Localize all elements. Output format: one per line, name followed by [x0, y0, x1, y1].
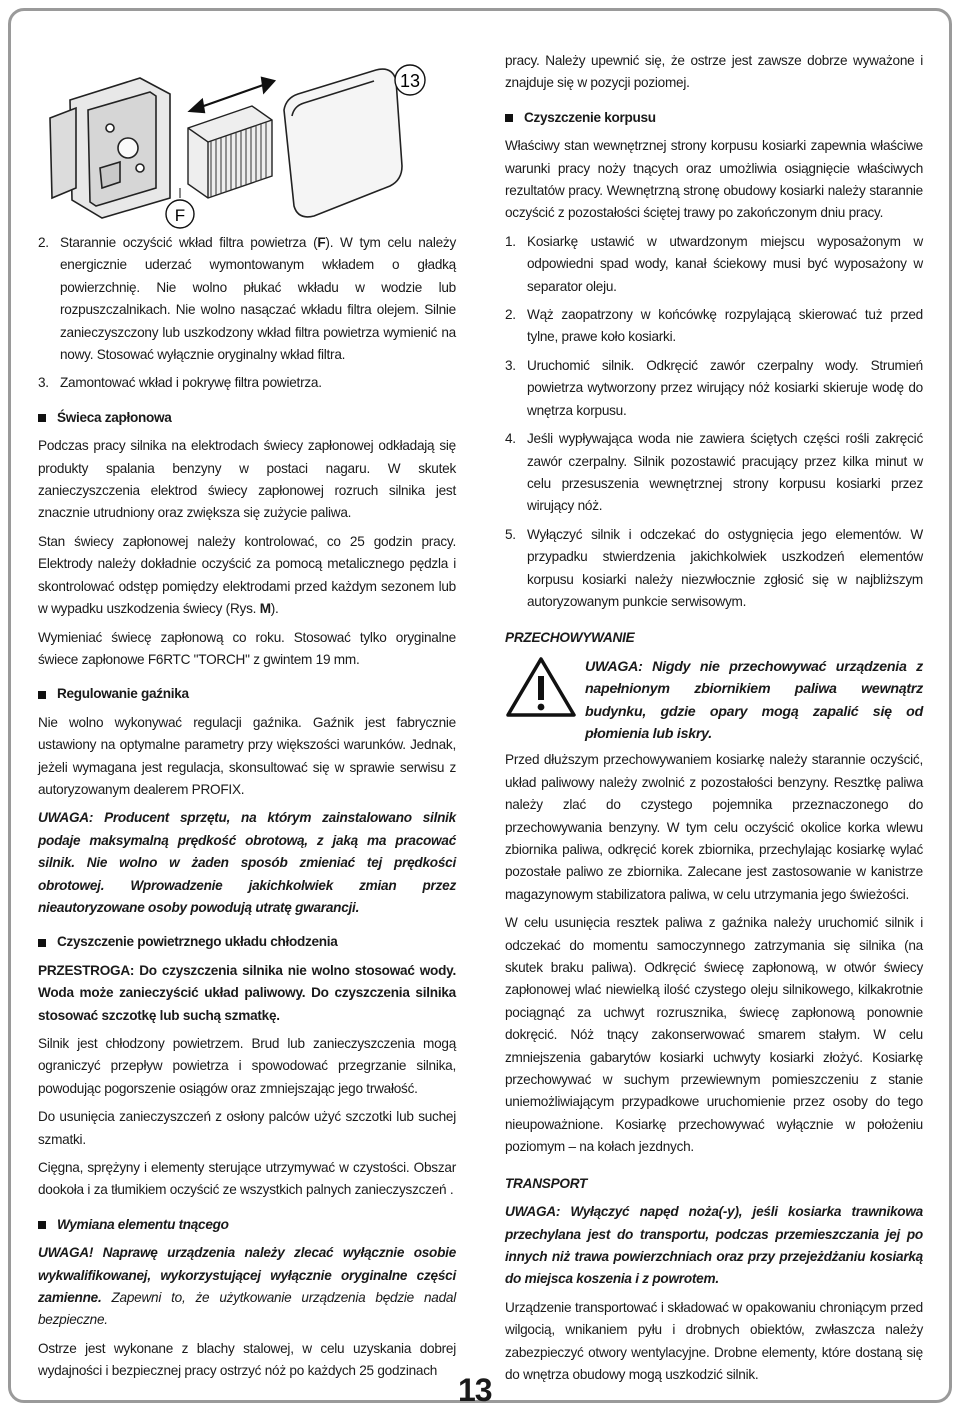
- storage-paragraph-2: W celu usunięcia resztek paliwa z gaźnika należy uruchomić silnik i odczekać do momentu samoczynnego zatrzymania się silnika (na skutek braku paliwa). Odkręcić świecę zapłonową, w otwór świecy zapłonowej wlać niewielką ilość czystego oleju silnikowego, kilkakrotnie pociągnąć za uchwyt rozrusznika, świecę zapłonową ponownie dokręcić. Nóż tnący zakonserwować smarem stałym. W celu zmniejszenia gabarytów kosiarki uchwyty kosiarki złożyć. Kosiarkę przechowywać w suchym przewiewnym pomieszczeniu z stanie uniemożliwiającym przypadkowe uruchomienie przez osoby do tego nieupoważnione. Kosiarkę przechowywać wyłącznie w położeniu poziomym – na kołach jezdnych.: [505, 915, 923, 1155]
- warning-italic: Zapewni to, że użytkowanie urządzenia będzie nadal bezpieczne.: [38, 1290, 456, 1328]
- heading-text: Wymiana elementu tnącego: [57, 1216, 229, 1232]
- step-number: 1.: [505, 233, 516, 249]
- warning-bold: UWAGA! Naprawę urządzenia należy zlecać wyłącznie osobie wykwalifikowanej, wykorzystującej wyłącznie oryginalne części zamienne.: [38, 1245, 456, 1306]
- heading-text: Regulowanie gaźnika: [57, 686, 189, 702]
- step-text: Kosiarkę ustawić w utwardzonym miejscu wyposażonym w odpowiedni spad wody, kanał ściekowy musi być wyposażony w separator oleju.: [527, 233, 923, 294]
- list-item: [505, 524, 923, 614]
- paragraph-text: Stan świecy zapłonowej należy kontrolować, co 25 godzin pracy. Elektrody należy dokładnie oczyścić za pomocą metalicznego pędzla i skontrolować odstęp pomiędzy elektrodami przed każdym sezonem lub w wypadku uszkodzenia świecy (Rys.: [38, 533, 456, 617]
- step-text: Uruchomić silnik. Odkręcić zawór czerpalny wody. Strumień powietrza wytworzony przez wirujący nóż kosiarki skieruje wodę do wnętrza korpusu.: [527, 357, 923, 418]
- bullet-square-icon: [38, 1221, 46, 1229]
- blade-heading: [38, 1214, 456, 1236]
- step-number: 5.: [505, 526, 516, 542]
- filter-step-3: [38, 372, 456, 394]
- body-cleaning-heading: [505, 107, 923, 129]
- spark-paragraph-1: Podczas pracy silnika na elektrodach świecy zapłonowej odkładają się produkty spalania benzyny w postaci nagaru. W skutek zanieczyszczenia elektrod świecy zapłonowej rozruch silnika jest znacznie utrudniony oraz zwiększa się zużycie paliwa.: [38, 438, 456, 521]
- figure-label-f: F: [174, 206, 186, 225]
- bullet-square-icon: [38, 939, 46, 947]
- list-item: [505, 304, 923, 349]
- warning-triangle-icon: [505, 656, 577, 725]
- bullet-square-icon: [38, 414, 46, 422]
- step-number: 2.: [505, 307, 516, 323]
- carburetor-paragraph: Nie wolno wykonywać regulacji gaźnika. Gaźnik jest fabrycznie ustawiony na optymalne parametry przy większości warunków. Jednak, jeżeli wymagana jest regulacja, skonsultować się w sprawie serwisu z autoryzowanym dealerem PROFIX.: [38, 714, 456, 797]
- list-item: [505, 355, 923, 422]
- body-cleaning-paragraph: Właściwy stan wewnętrznej strony korpusu kosiarki zapewnia właściwe warunki pracy noży tnących oraz umożliwia osiągnięcie właściwych rezultatów pracy. Wewnętrzną stronę obudowy kosiarki należy starannie oczyścić z pozostałości ściętej trawy po zakończonym dniu pracy.: [505, 138, 923, 221]
- cooling-paragraph-2: Do usunięcia zanieczyszczeń z osłony palców użyć szczotki lub suchej szmatki.: [38, 1109, 456, 1147]
- paragraph-text: ).: [270, 601, 279, 617]
- step-number: 3.: [38, 375, 49, 391]
- step-text: Wąż zaopatrzony w końcówkę rozpylającą skierować tuż przed tylne, prawe koło kosiarki.: [527, 307, 923, 345]
- figure-number: 13: [399, 71, 421, 91]
- cooling-paragraph-3: Cięgna, sprężyny i elementy sterujące utrzymywać w czystości. Obszar dookoła i za tłumikiem oczyścić ze wszystkich palnych zanieczyszczeń .: [38, 1160, 456, 1198]
- step-number: 3.: [505, 357, 516, 373]
- list-item: [505, 428, 923, 518]
- figure-ref: F: [317, 235, 326, 250]
- storage-warning: UWAGA: Nigdy nie przechowywać urządzenia z napełnionym zbiornikiem paliwa wewnątrz budynku, gdzie opary mogą zapalić się od płomienia lub iskry.: [585, 658, 923, 742]
- air-filter-illustration: [40, 48, 450, 233]
- step-number: 2.: [38, 235, 49, 250]
- transport-paragraph: Urządzenie transportować i składować w opakowaniu chroniącym przed wilgocią, wnikaniem pyłu i drobnych obiektów, zwłaszcza należy zabezpieczyć otwory wentylacyjne. Drobne elementy, które dostaną się do wnętrza obudowy mogą uszkodzić silnik.: [505, 1299, 923, 1382]
- filter-steps: [38, 232, 456, 395]
- filter-step-2: [38, 232, 456, 366]
- transport-title: TRANSPORT: [505, 1175, 588, 1191]
- step-text: Wyłączyć silnik i odczekać do ostygnięcia jego elementów. W przypadku stwierdzenia jakichkolwiek uszkodzeń elementów korpusu kosiarki należy niezwłocznie zgłosić się w najbliższym autoryzowanym punkcie serwisowym.: [527, 526, 923, 609]
- air-filter-figure: [40, 48, 450, 233]
- carburetor-heading: [38, 683, 456, 705]
- storage-warning-block: [505, 656, 923, 746]
- page-number: 13: [458, 1372, 492, 1408]
- left-column: [38, 232, 456, 1383]
- storage-title: PRZECHOWYWANIE: [505, 630, 635, 646]
- bullet-square-icon: [38, 691, 46, 699]
- blade-paragraph: Ostrze jest wykonane z blachy stalowej, w celu uzyskania dobrej wydajności i bezpiecznej pracy ostrzyć nóż po każdych 25 godzinach: [38, 1340, 456, 1379]
- bullet-square-icon: [505, 114, 513, 122]
- step-text: Starannie oczyścić wkład filtra powietrza (: [60, 235, 318, 250]
- step-number: 4.: [505, 431, 516, 447]
- blade-warning: [38, 1242, 456, 1332]
- body-cleaning-steps: [505, 231, 923, 614]
- carburetor-warning: UWAGA: Producent sprzętu, na którym zainstalowano silnik podaje maksymalną prędkość obrotową, z jaką ma pracować silnik. Nie wolno w żaden sposób zmieniać tej prędkości obrotowej. Wprowadzenie jakichkolwiek zmian przez nieautoryzowane osoby powodują utratę gwarancji.: [38, 810, 456, 915]
- heading-text: Świeca zapłonowa: [57, 409, 172, 425]
- step-text: ). W tym celu należy energicznie uderzać wymontowanym wkładem o gładką powierzchnię. Nie wolno płukać wkładu w wodzie lub rozpuszczalnikach. Nie wolno nasączać wkładu filtra olejem. Silnie zanieczyszczony lub uszkodzony wkład filtra powietrza wymienić na nowy. Stosować wyłącznie oryginalny wkład filtra.: [60, 235, 457, 363]
- heading-text: Czyszczenie powietrznego układu chłodzenia: [57, 934, 338, 950]
- cooling-caution: PRZESTROGA: Do czyszczenia silnika nie wolno stosować wody. Woda może zanieczyścić układ paliwowy. Do czyszczenia silnika stosować szczotkę lub suchą szmatkę.: [38, 962, 456, 1023]
- step-text: Jeśli wypływająca woda nie zawiera ściętych części rośli zakręcić zawór czerpalny. Silnik pozostawić pracujący przez kilka minut w celu przesuszenia wewnętrznej strony korpusu kosiarki przez wirujący nóż.: [527, 431, 923, 514]
- right-column: [505, 50, 923, 1392]
- step-text: Zamontować wkład i pokrywę filtra powietrza.: [60, 375, 322, 391]
- transport-warning: UWAGA: Wyłączyć napęd noża(-y), jeśli kosiarka trawnikowa przechylana jest do transportu, podczas przemieszczania jej po innych niż trawa powierzchniach oraz przy przejeżdżaniu kosiarką do miejsca koszenia i z powrotem.: [505, 1204, 923, 1287]
- heading-text: Czyszczenie korpusu: [524, 109, 656, 125]
- list-item: [505, 231, 923, 298]
- cooling-heading: [38, 931, 456, 953]
- storage-paragraph-1: Przed dłuższym przechowywaniem kosiarkę należy starannie oczyścić, układ paliwowy należy zwolnić z pozostałości benzyny. Resztkę paliwa należy zlać do czystego pojemnika przeznaczonego do przechowywania benzyny. W tym celu oczyścić okolice korka wlewu zbiornika paliwa, odkręcić korek zbiornika, przechylając kosiarkę wylać pozostałe paliwo ze zbiornika. Zalecane jest zastosowanie w kanistrze magazynowym stabilizatora paliwa, w celu utrzymania jego świeżości.: [505, 752, 923, 902]
- figure-ref: M: [259, 601, 271, 617]
- continued-paragraph: pracy. Należy upewnić się, że ostrze jest zawsze dobrze wyważone i znajduje się w pozycji poziomej.: [505, 53, 923, 91]
- spark-paragraph-3: Wymieniać świecę zapłonową co roku. Stosować tylko oryginalne świece zapłonowe F6RTC "TORCH" z gwintem 19 mm.: [38, 629, 456, 667]
- spark-plug-heading: [38, 407, 456, 429]
- cooling-paragraph-1: Silnik jest chłodzony powietrzem. Brud lub zanieczyszczenia mogą ograniczyć przepływ powietrza i spowodować przegrzanie silnika, powodując pogorszenie osiągów oraz zmniejszając jego trwałość.: [38, 1036, 456, 1096]
- spark-paragraph-2: [38, 531, 456, 621]
